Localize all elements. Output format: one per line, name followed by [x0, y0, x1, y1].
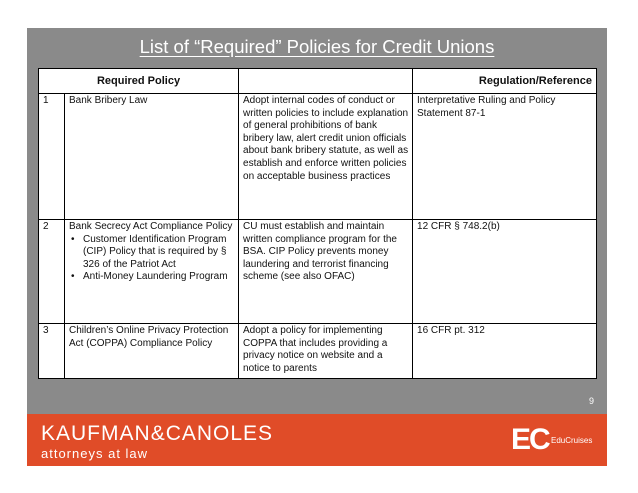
requirement-cell: Adopt a policy for implementing COPPA that includes providing a privacy notice on website and a notice to parents: [239, 324, 413, 379]
regulation-cell: Interpretative Ruling and Policy Statement 87-1: [413, 94, 597, 220]
footer-bar: [27, 414, 607, 466]
header-requirement: [239, 69, 413, 94]
header-regulation-reference: Regulation/Reference: [413, 69, 597, 94]
policy-bullet-item: • Anti-Money Laundering Program: [69, 271, 235, 284]
educruises-logo-text: EduCruises: [551, 436, 593, 445]
policy-cell: [65, 220, 239, 324]
brand-ampersand: &: [150, 422, 166, 445]
kaufman-canoles-logo: [41, 422, 273, 446]
page-number: 9: [588, 396, 594, 406]
header-required-policy: Required Policy: [39, 69, 239, 94]
table-row: [39, 94, 597, 220]
row-number: 2: [39, 220, 65, 324]
row-number: 3: [39, 324, 65, 379]
row-number: 1: [39, 94, 65, 220]
table-row: [39, 324, 597, 379]
slide-title: List of “Required” Policies for Credit Unions: [139, 36, 495, 57]
policy-cell: Children’s Online Privacy Protection Act (COPPA) Compliance Policy: [65, 324, 239, 379]
table-header-row: [39, 69, 597, 94]
educruises-logo-mark: EC: [511, 423, 549, 456]
policy-bullet-list: [69, 234, 235, 284]
policy-title: Bank Secrecy Act Compliance Policy: [69, 221, 233, 232]
policy-bullet-item: • Customer Identification Program (CIP) Policy that is required by § 326 of the Patriot Act: [69, 234, 235, 272]
regulation-cell: 12 CFR § 748.2(b): [413, 220, 597, 324]
requirement-cell: Adopt internal codes of conduct or written policies to include explanation of general prohibitions of bank bribery law, alert credit union officials about bank bribery statute, as well as establish and enforce written policies on acceptable business practices: [239, 94, 413, 220]
brand-name-part2: CANOLES: [165, 422, 274, 445]
brand-name-part1: KAUFMAN: [41, 422, 151, 445]
regulation-cell: 16 CFR pt. 312: [413, 324, 597, 379]
brand-tagline: attorneys at law: [41, 446, 149, 461]
policies-table: [38, 68, 597, 379]
requirement-cell: CU must establish and maintain written compliance program for the BSA. CIP Policy prevents money laundering and terrorist financing scheme (see also OFAC): [239, 220, 413, 324]
policy-cell: Bank Bribery Law: [65, 94, 239, 220]
table-row: [39, 220, 597, 324]
